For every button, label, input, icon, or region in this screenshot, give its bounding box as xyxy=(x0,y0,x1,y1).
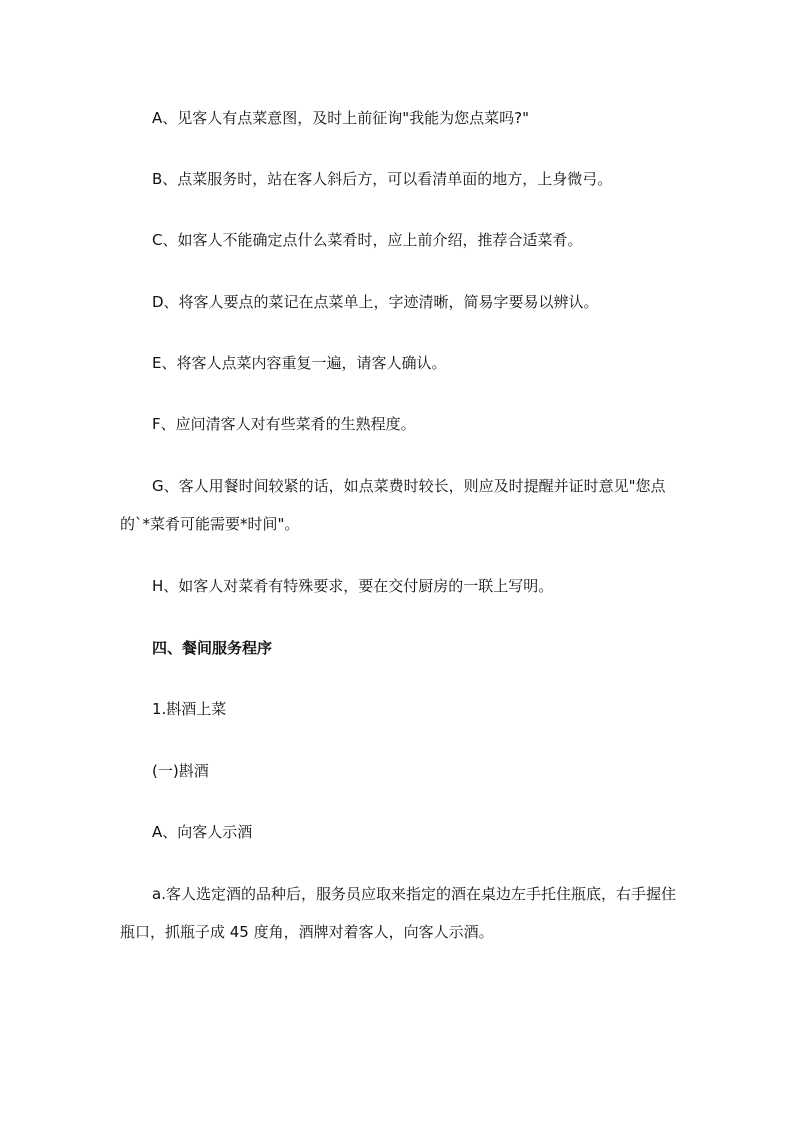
subheading-a: A、向客人示酒 xyxy=(152,823,253,841)
paragraph-item-e: E、将客人点菜内容重复一遍，请客人确认。 xyxy=(152,354,447,372)
paragraph-sub-a-a: a.客人选定酒的品种后，服务员应取来指定的酒在桌边左手托住瓶底，右手握住瓶口，抓瓶子成 45 度角，酒牌对着客人，向客人示酒。 xyxy=(120,885,676,941)
subheading-1: 1.斟酒上菜 xyxy=(152,700,227,718)
paragraph-item-c: C、如客人不能确定点什么菜肴时，应上前介绍，推荐合适菜肴。 xyxy=(152,231,583,249)
paragraph-item-d: D、将客人要点的菜记在点菜单上，字迹清晰，简易字要易以辨认。 xyxy=(152,293,599,311)
paragraph-item-b: B、点菜服务时，站在客人斜后方，可以看清单面的地方，上身微弓。 xyxy=(152,170,613,188)
paragraph-item-g: G、客人用餐时间较紧的话，如点菜费时较长，则应及时提醒并证时意见"您点的`*菜肴可能需要*时间"。 xyxy=(120,477,666,533)
paragraph-item-f: F、应问清客人对有些菜肴的生熟程度。 xyxy=(152,415,416,433)
subheading-1-1: (一)斟酒 xyxy=(152,762,209,780)
section-heading: 四、餐间服务程序 xyxy=(152,639,273,657)
paragraph-item-h: H、如客人对菜肴有特殊要求，要在交付厨房的一联上写明。 xyxy=(152,577,554,595)
paragraph-item-a: A、见客人有点菜意图，及时上前征询"我能为您点菜吗?" xyxy=(152,109,530,127)
